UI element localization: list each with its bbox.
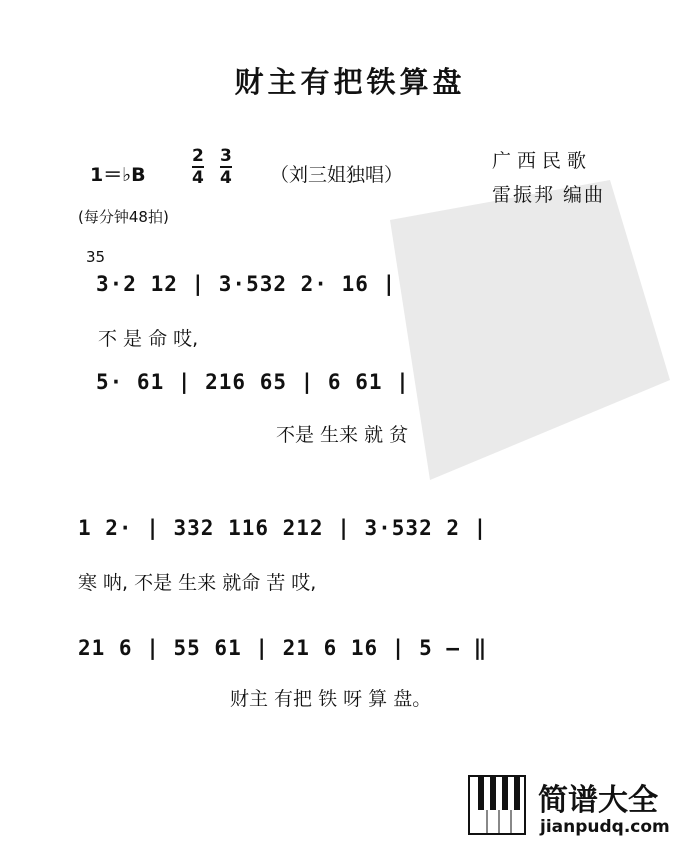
notation-line-2: 5· 61 | 216 65 | 6 61 | <box>96 370 410 394</box>
notation-line-3: 1 2· | 332 116 212 | 3·532 2 | <box>78 516 488 540</box>
tempo: (每分钟48拍) <box>78 208 169 226</box>
arranger: 雷振邦 编曲 <box>492 184 606 206</box>
time-signature-2: 3 4 <box>220 146 232 188</box>
lyrics-line-1: 不 是 命 哎, <box>98 328 199 350</box>
key-signature: 1＝♭B <box>90 164 146 186</box>
logo-name: 简谱大全 <box>538 783 658 818</box>
notation-line-1: 3·2 12 | 3·532 2· 16 | <box>96 272 397 296</box>
time-signature-1: 2 4 <box>192 146 204 188</box>
site-logo <box>468 775 698 841</box>
piano-keys-icon <box>468 775 526 835</box>
lyrics-line-2: 不是 生来 就 贫 <box>276 424 409 446</box>
logo-url: jianpudq.com <box>540 817 670 837</box>
watermark <box>370 180 670 480</box>
lyrics-line-4: 财主 有把 铁 呀 算 盘。 <box>230 688 432 710</box>
measure-number: 35 <box>86 248 106 266</box>
notation-line-4: 21 6 | 55 61 | 21 6 16 | 5 — ‖ <box>78 636 488 660</box>
page-title: 财主有把铁算盘 <box>234 65 466 99</box>
performer: （刘三姐独唱） <box>270 164 404 186</box>
lyrics-line-3: 寒 呐, 不是 生来 就命 苦 哎, <box>78 572 317 594</box>
source: 广西民歌 <box>492 150 593 172</box>
